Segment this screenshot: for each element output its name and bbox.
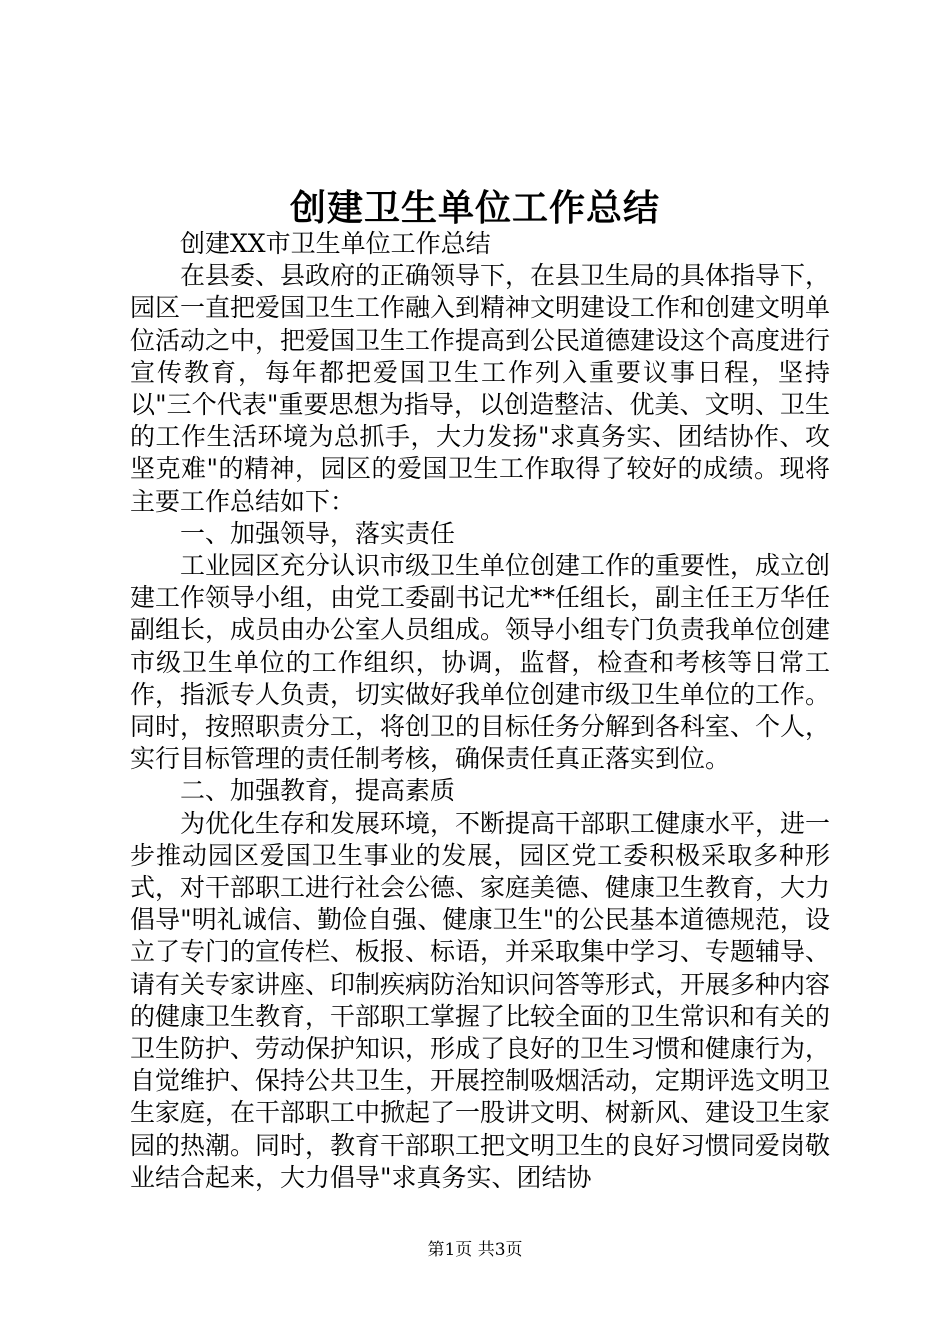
section-paragraph-1: 工业园区充分认识市级卫生单位创建工作的重要性，成立创建工作领导小组，由党工委副书记尤**任组长，副主任王万华任副组长，成员由办公室人员组成。领导小组专门负责我单位创建市级卫生单位的工作组织，协调，监督，检查和考核等日常工作，指派专人负责，切实做好我单位创建市级卫生单位的工作。同时，按照职责分工，将创卫的目标任务分解到各科室、个人，实行目标管理的责任制考核，确保责任真正落实到位。 — [130, 551, 831, 774]
intro-paragraph: 在县委、县政府的正确领导下，在县卫生局的具体指导下，园区一直把爱国卫生工作融入到精神文明建设工作和创建文明单位活动之中，把爱国卫生工作提高到公民道德建设这个高度进行宣传教育，每年都把爱国卫生工作列入重要议事日程，坚持以"三个代表"重要思想为指导，以创造整洁、优美、文明、卫生的工作生活环境为总抓手，大力发扬"求真务实、团结协作、攻坚克难"的精神，园区的爱国卫生工作取得了较好的成绩。现将主要工作总结如下： — [130, 261, 831, 516]
section-paragraph-2: 为优化生存和发展环境，不断提高干部职工健康水平，进一步推动园区爱国卫生事业的发展，园区党工委积极采取多种形式，对干部职工进行社会公德、家庭美德、健康卫生教育，大力倡导"明礼诚信、勤俭自强、健康卫生"的公民基本道德规范，设立了专门的宣传栏、板报、标语，并采取集中学习、专题辅导、请有关专家讲座、印制疾病防治知识问答等形式，开展多种内容的健康卫生教育，干部职工掌握了比较全面的卫生常识和有关的卫生防护、劳动保护知识，形成了良好的卫生习惯和健康行为，自觉维护、保持公共卫生，开展控制吸烟活动，定期评选文明卫生家庭，在干部职工中掀起了一股讲文明、树新风、建设卫生家园的热潮。同时，教育干部职工把文明卫生的良好习惯同爱岗敬业结合起来，大力倡导"求真务实、团结协 — [130, 808, 831, 1192]
document-title: 创建卫生单位工作总结 — [289, 187, 660, 229]
page-number-footer: 第1页 共3页 — [427, 1240, 523, 1260]
document-body — [130, 228, 830, 1194]
section-heading-1: 一、加强领导，落实责任 — [180, 518, 456, 548]
section-heading-2: 二、加强教育，提高素质 — [180, 776, 456, 806]
subtitle-paragraph: 创建XX市卫生单位工作总结 — [180, 229, 491, 258]
